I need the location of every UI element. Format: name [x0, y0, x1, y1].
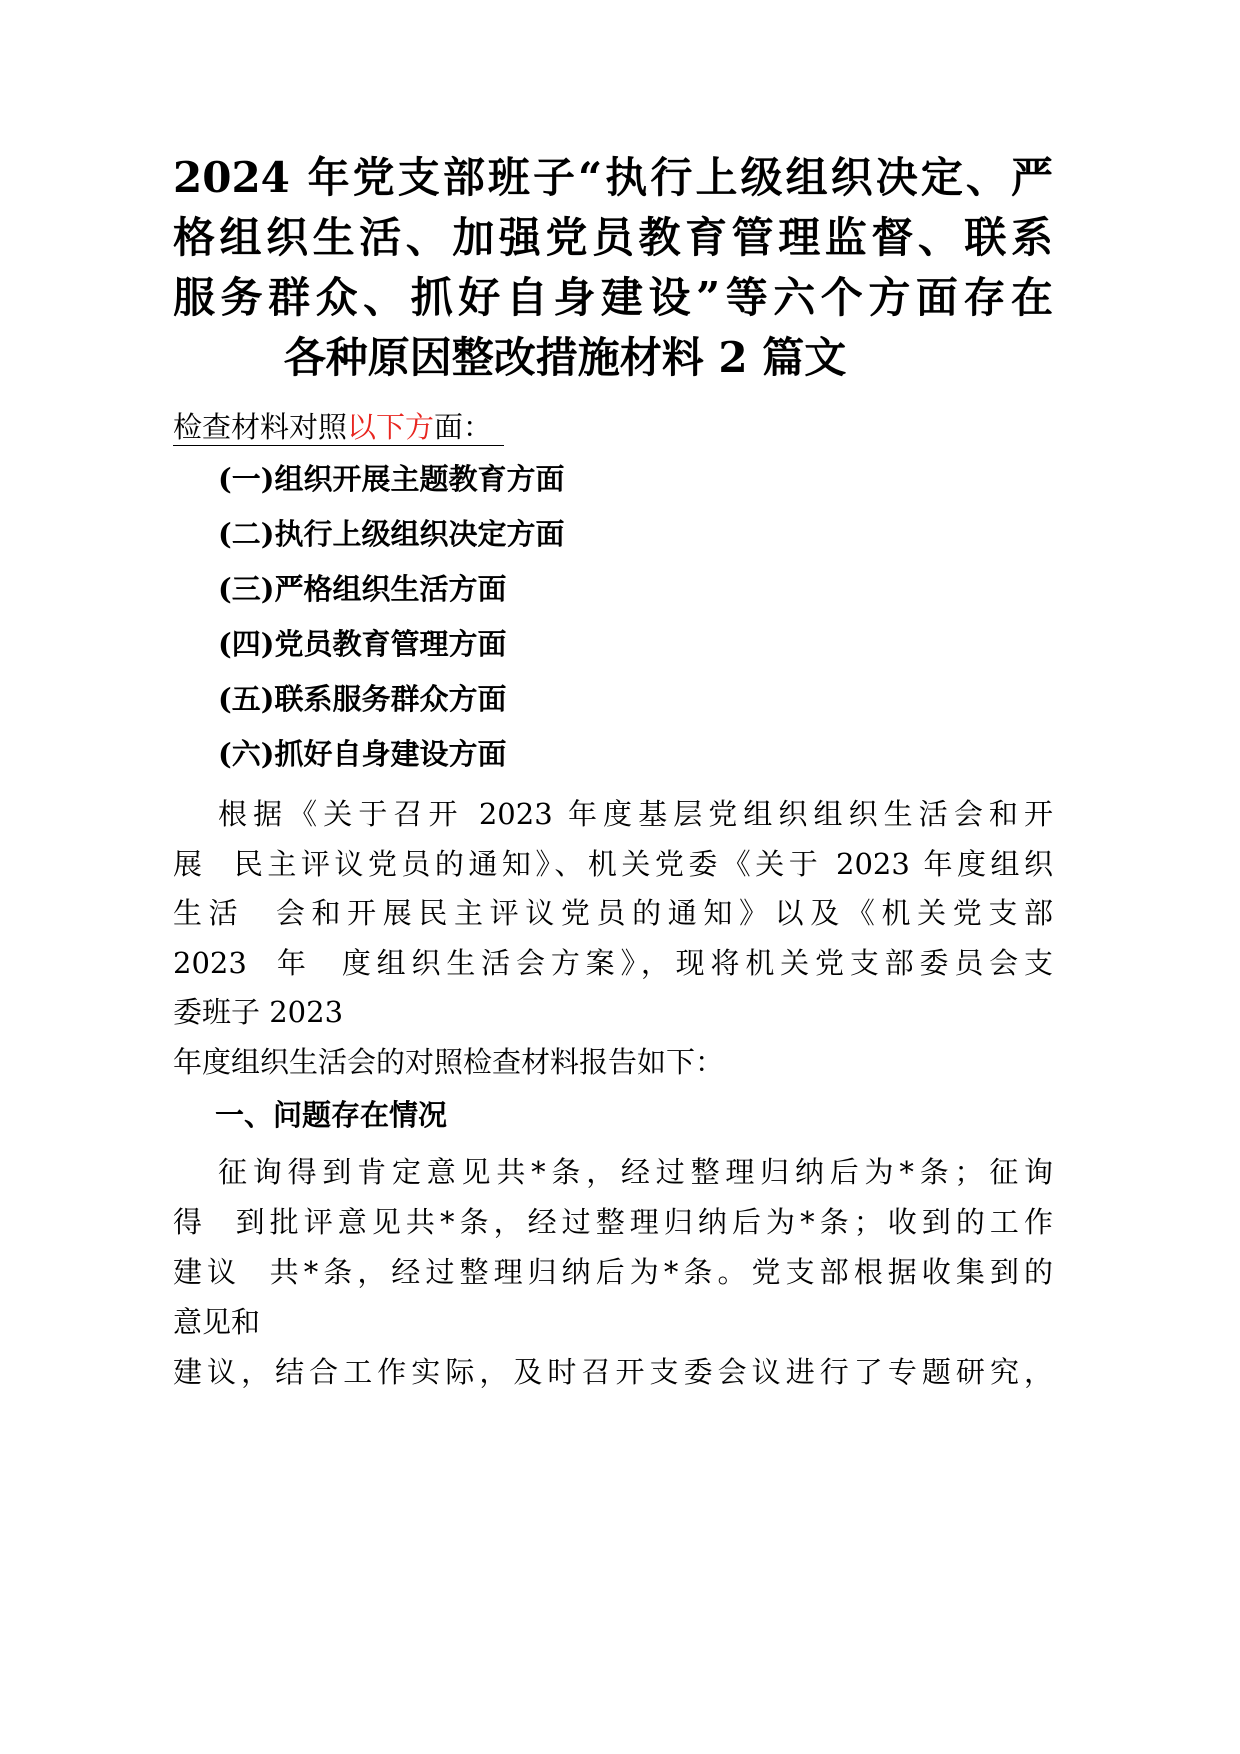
- aspect-list: [173, 452, 1053, 782]
- section-heading: 一、问题存在情况: [215, 1098, 448, 1132]
- paragraph-line: 征询得到肯定意见共*条，经过整理归纳后为*条；征询: [218, 1155, 1053, 1189]
- aspect-item: (四)党员教育管理方面: [218, 627, 507, 661]
- problem-paragraph: [173, 1147, 1053, 1397]
- paragraph-line: 意见和: [173, 1305, 261, 1339]
- intro-text-red: 以下方: [347, 410, 435, 444]
- paragraph-line: 年度组织生活会的对照检查材料报告如下：: [173, 1044, 725, 1079]
- aspect-item: (一)组织开展主题教育方面: [218, 462, 565, 496]
- aspect-item: (三)严格组织生活方面: [218, 572, 507, 606]
- paragraph-line: 生活 会和开展民主评议党员的通知》以及《机关党支部: [173, 896, 1053, 930]
- inspection-intro-text: [173, 409, 504, 446]
- aspect-item: (六)抓好自身建设方面: [218, 737, 507, 771]
- title-line: 各种原因整改措施材料 2 篇文: [283, 333, 847, 382]
- title-line: 服务群众、抓好自身建设”等六个方面存在: [173, 273, 1053, 322]
- paragraph-line: 建议，结合工作实际，及时召开支委会议进行了专题研究，: [173, 1355, 1053, 1389]
- intro-text-black-end: 面：: [434, 410, 493, 444]
- paragraph-line: 2023 年 度组织生活会方案》，现将机关党支部委员会支: [173, 945, 1053, 980]
- background-paragraph: [173, 790, 1053, 1087]
- document-title: [173, 148, 1053, 388]
- paragraph-line: 展 民主评议党员的通知》、机关党委《关于 2023 年度组织: [173, 846, 1053, 881]
- paragraph-line: 根据《关于召开 2023 年度基层党组织组织生活会和开: [218, 797, 1053, 831]
- paragraph-line: 得 到批评意见共*条，经过整理归纳后为*条；收到的工作: [173, 1205, 1053, 1239]
- document-body: [173, 148, 1053, 1397]
- paragraph-line: 建议 共*条，经过整理归纳后为*条。党支部根据收集到的: [173, 1255, 1053, 1289]
- inspection-intro: [173, 402, 1053, 452]
- intro-text-black: 检查材料对照: [173, 410, 348, 444]
- title-line: 2024 年党支部班子“执行上级组织决定、严: [173, 153, 1053, 202]
- aspect-item: (二)执行上级组织决定方面: [218, 517, 565, 551]
- title-line: 格组织生活、加强党员教育管理监督、联系: [173, 213, 1053, 262]
- aspect-item: (五)联系服务群众方面: [218, 682, 507, 716]
- paragraph-line: 委班子 2023: [173, 995, 344, 1029]
